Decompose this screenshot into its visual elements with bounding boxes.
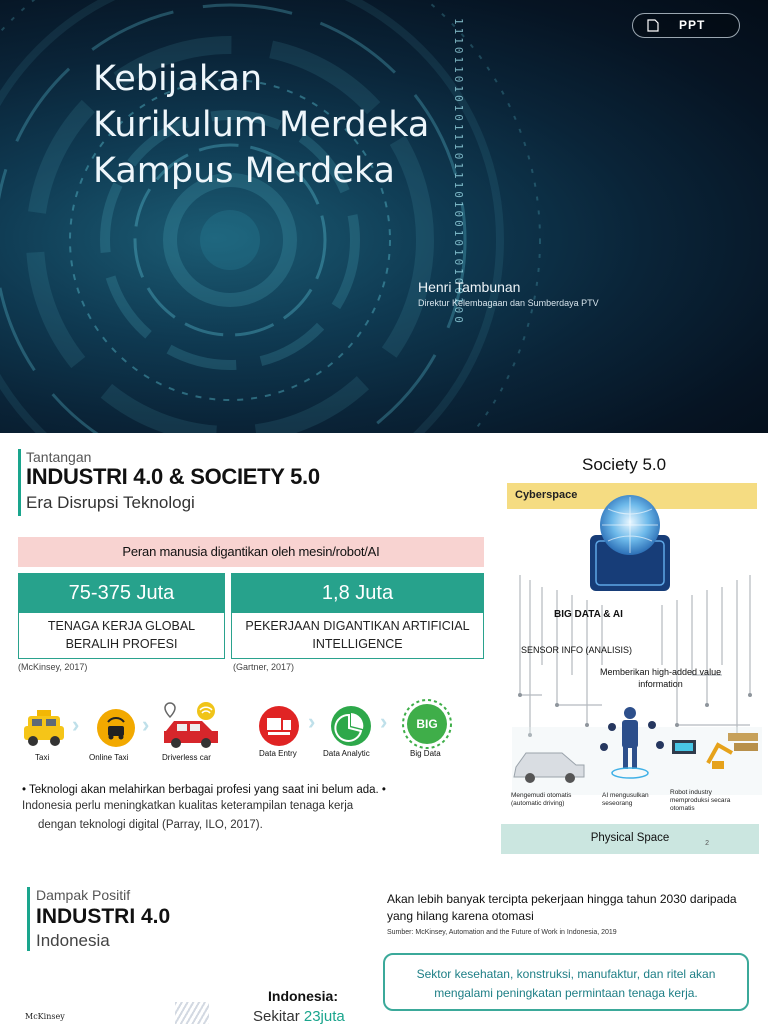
caption-line: (automatic driving) — [511, 800, 565, 807]
hatched-graphic — [175, 1002, 209, 1024]
ppt-badge-label: PPT — [679, 18, 706, 32]
section-subheading: Era Disrupsi Teknologi — [26, 493, 195, 512]
title-slide — [0, 0, 768, 433]
stat-description — [18, 613, 225, 659]
binary-code-text: 11101101010111011101001010100100 — [452, 18, 465, 326]
physical-space-band — [501, 824, 759, 854]
country-label: Indonesia: — [268, 988, 339, 1004]
document-icon — [647, 19, 659, 32]
section-subheading: Indonesia — [36, 931, 110, 950]
stat-desc-line: TENAGA KERJA GLOBAL — [47, 619, 196, 633]
caption-line: Mengemudi otomatis — [511, 792, 572, 799]
section-heading: INDUSTRI 4.0 & SOCIETY 5.0 — [26, 464, 320, 489]
stat-card-global-workers — [18, 573, 225, 659]
section-kicker: Dampak Positif — [36, 887, 131, 903]
big-data-ai-label: BIG DATA & AI — [554, 609, 623, 620]
page-number: 2 — [705, 840, 709, 847]
presentation-title — [93, 56, 429, 194]
estimate-prefix: Sekitar — [253, 1008, 304, 1024]
taxi-icon — [22, 708, 66, 748]
sector-callout: Sektor kesehatan, konstruksi, manufaktur, dan ritel akan mengalami peningkatan permintaan tenaga kerja. — [383, 953, 749, 1011]
stat-desc-line: INTELLIGENCE — [312, 637, 403, 651]
data-entry-icon — [258, 705, 300, 747]
value-info-line: information — [638, 679, 683, 689]
source-mckinsey: (McKinsey, 2017) — [18, 662, 88, 672]
estimate-value: 23juta — [303, 1008, 345, 1024]
accent-bar — [27, 887, 30, 951]
icon-label-big-data: Big Data — [410, 749, 441, 758]
accent-bar — [18, 449, 21, 516]
cyberspace-label: Cyberspace — [515, 489, 578, 501]
stat-card-ai-jobs — [231, 573, 484, 659]
title-line-2: Kurikulum Merdeka — [93, 105, 430, 145]
bullet-item: Indonesia perlu meningkatkan kualitas keterampilan tenaga kerja — [22, 800, 354, 812]
section-kicker: Tantangan — [26, 449, 92, 465]
caption-ai — [602, 792, 649, 808]
chevron-right-icon: › — [72, 712, 80, 737]
icon-label-online-taxi: Online Taxi — [89, 753, 129, 762]
impact-slide — [0, 861, 768, 1024]
caption-line: memproduksi secara — [670, 797, 731, 804]
author-role: Direktur Kelembagaan dan Sumberdaya PTV — [418, 298, 599, 308]
physical-space-label: Physical Space — [590, 832, 670, 844]
sensor-info-label: SENSOR INFO (ANALISIS) — [521, 645, 633, 655]
chevron-right-icon: › — [308, 709, 316, 734]
caption-robot — [670, 789, 730, 813]
data-analytic-icon — [330, 705, 372, 747]
value-info-label — [600, 666, 721, 690]
caption-driving — [511, 792, 571, 808]
icon-label-driverless-car: Driverless car — [162, 753, 211, 762]
section-heading: INDUSTRI 4.0 — [36, 905, 171, 928]
big-data-icon — [400, 699, 454, 749]
value-info-line: Memberikan high-added value — [600, 667, 722, 677]
driverless-car-icon — [160, 701, 222, 751]
icon-label-data-entry: Data Entry — [259, 749, 297, 758]
title-line-1: Kebijakan — [93, 59, 263, 99]
bullet-item: • Teknologi akan melahirkan berbagai profesi yang saat ini belum ada. • — [22, 784, 386, 796]
mckinsey-logo: McKinsey — [25, 1012, 65, 1021]
chevron-right-icon: › — [380, 709, 388, 734]
society-title: Society 5.0 — [582, 455, 667, 474]
claim-source: Sumber: McKinsey, Automation and the Future of Work in Indonesia, 2019 — [387, 929, 617, 936]
stat-value: 75-375 Juta — [18, 573, 225, 613]
author-name: Henri Tambunan — [418, 279, 521, 295]
stat-desc-line: PEKERJAAN DIGANTIKAN ARTIFICIAL — [245, 619, 470, 633]
caption-line: seseorang — [602, 800, 633, 807]
bullet-text: Teknologi akan melahirkan berbagai profesi yang saat ini belum ada. • — [29, 784, 386, 796]
ppt-badge[interactable] — [632, 13, 740, 38]
replacement-banner: Peran manusia digantikan oleh mesin/robot/AI — [18, 537, 484, 567]
source-gartner: (Gartner, 2017) — [233, 662, 295, 672]
challenge-slide — [0, 433, 768, 861]
online-taxi-icon — [96, 708, 136, 748]
caption-line: AI mengusulkan — [602, 792, 649, 799]
stat-value: 1,8 Juta — [231, 573, 484, 613]
jobs-claim: Akan lebih banyak tercipta pekerjaan hingga tahun 2030 daripada yang hilang karena otomasi — [387, 892, 737, 923]
stat-description — [231, 613, 484, 659]
big-badge-text: BIG — [416, 717, 438, 731]
icon-label-taxi: Taxi — [35, 753, 50, 762]
stat-desc-line: BERALIH PROFESI — [65, 637, 178, 651]
jobs-estimate — [253, 1008, 345, 1024]
icon-label-data-analytic: Data Analytic — [323, 749, 370, 758]
caption-line: otomatis — [670, 805, 695, 812]
title-line-3: Kampus Merdeka — [93, 151, 395, 191]
bullet-item: dengan teknologi digital (Parray, ILO, 2017). — [38, 819, 263, 831]
caption-line: Robot industry — [670, 789, 712, 796]
chevron-right-icon: › — [142, 712, 150, 737]
